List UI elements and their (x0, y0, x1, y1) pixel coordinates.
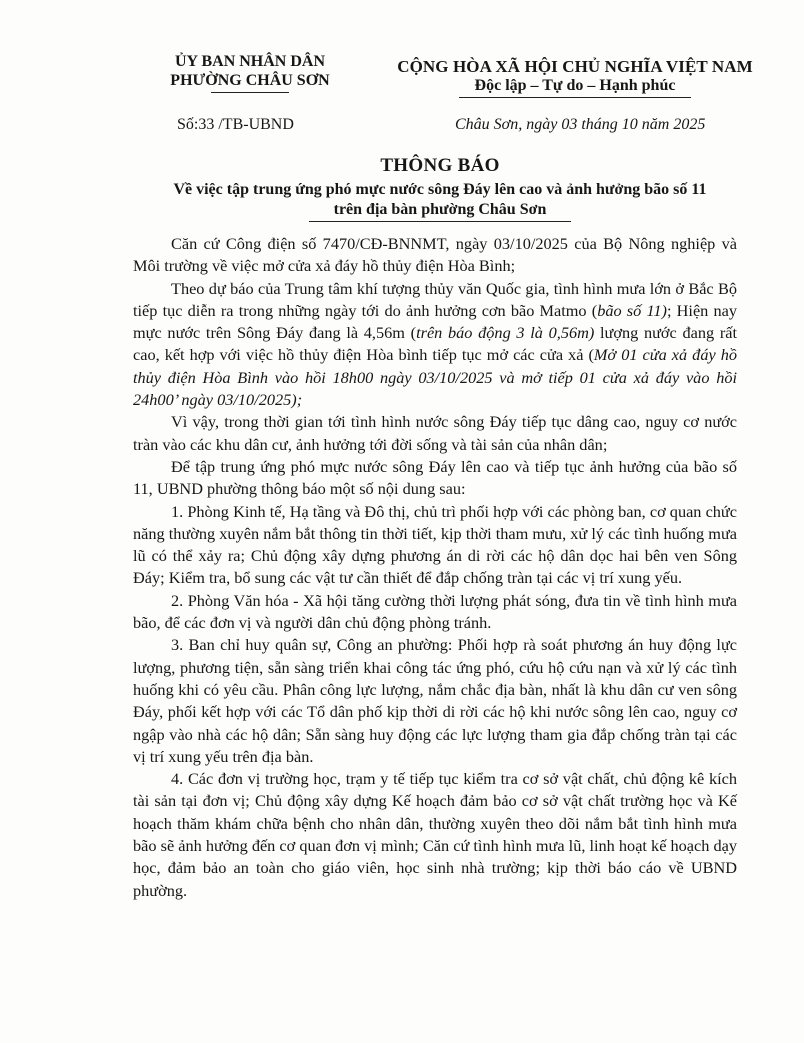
document-number: Số:33 /TB-UBND (177, 116, 294, 133)
paragraph-item-4: 4. Các đơn vị trường học, trạm y tế tiếp tục kiểm tra cơ sở vật chất, chủ động kê kích tài sản tại đơn vị; Chủ động xây dựng Kế hoạch đảm bảo cơ sở vật chất trường học và Kế hoạch thăm khám chữa bệnh cho nhân dân, thường xuyên theo dõi nắm bắt tình hình mưa bão sẽ ảnh hưởng đến cơ quan đơn vị mình; Căn cứ tình hình mưa lũ, linh hoạt kế hoạch dạy học, đảm bảo an toàn cho giáo viên, học sinh nhà trường; kịp thời báo cáo về UBND phường. (133, 769, 737, 900)
agency-underline (211, 92, 289, 93)
nation-line-1: CỘNG HÒA XÃ HỘI CHỦ NGHĨA VIỆT NAM (397, 57, 753, 76)
paragraph-item-2: 2. Phòng Văn hóa - Xã hội tăng cường thời lượng phát sóng, đưa tin về tình hình mưa bão, để các đơn vị và người dân chủ động phòng tránh. (133, 590, 737, 633)
title-underline (309, 221, 571, 222)
document-body (133, 233, 737, 902)
paragraph-item-1: 1. Phòng Kinh tế, Hạ tầng và Đô thị, chủ trì phối hợp với các phòng ban, cơ quan chức năng thường xuyên nắm bắt thông tin thời tiết, kịp thời tham mưu, xử lý các tình huống mưa lũ có thể xảy ra; Chủ động xây dựng phương án di rời các hộ dân dọc hai bên ven Sông Đáy; Kiểm tra, bổ sung các vật tư cần thiết để đắp chống tràn tại các vị trí xung yếu. (133, 501, 737, 588)
forecast-text-2: ; Hiện nay mực nước trên Sông Đáy đang là 4,56m ( (133, 300, 737, 343)
agency-line-1: ỦY BAN NHÂN DÂN (174, 53, 326, 70)
nation-line-2: Độc lập – Tự do – Hạnh phúc (474, 77, 676, 94)
title-line-2: Về việc tập trung ứng phó mực nước sông Đáy lên cao và ảnh hưởng bão số 11 (173, 181, 707, 198)
issuing-agency (150, 52, 350, 93)
title-line-3: trên địa bàn phường Châu Sơn (333, 201, 547, 218)
forecast-italic-3: Mở 01 cửa xả đáy hồ thủy điện Hòa Bình vào hồi 18h00 ngày 03/10/2025 và mở tiếp 01 cửa xả đáy vào hồi 24h00’ ngày 03/10/2025); (133, 345, 737, 410)
paragraph-intro: Để tập trung ứng phó mực nước sông Đáy lên cao và tiếp tục ảnh hưởng của bão số 11, UBND phường thông báo một số nội dung sau: (133, 456, 737, 499)
forecast-italic-1: bão số 11) (597, 300, 667, 320)
forecast-text-1: Theo dự báo của Trung tâm khí tượng thủy văn Quốc gia, tình hình mưa lớn ở Bắc Bộ tiếp tục diễn ra trong những ngày tới do ảnh hưởng cơn bão Matmo ( (133, 278, 737, 320)
paragraph-item-3: 3. Ban chỉ huy quân sự, Công an phường: Phối hợp rà soát phương án huy động lực lượng, phương tiện, sẵn sàng triển khai công tác ứng phó, cứu hộ cứu nạn và xử lý các tình huống khi có yêu cầu. Phân công lực lượng, nắm chắc địa bàn, nhất là khu dân cư ven sông Đáy, phối kết hợp với các Tổ dân phố kịp thời di rời các hộ khi nước sông lên cao, nguy cơ ngập vào nhà các hộ dân; Sẵn sàng huy động các lực lượng tham gia đắp chống tràn tại các vị trí xung yếu trên địa bàn. (133, 635, 737, 766)
title-line-1: THÔNG BÁO (380, 155, 500, 176)
national-motto (375, 57, 775, 98)
document-title (100, 155, 780, 222)
paragraph-risk: Vì vậy, trong thời gian tới tình hình nước sông Đáy tiếp tục dâng cao, nguy cơ nước tràn vào các khu dân cư, ảnh hưởng tới đời sống và tài sản của nhân dân; (133, 412, 737, 454)
document-date: Châu Sơn, ngày 03 tháng 10 năm 2025 (455, 116, 706, 133)
paragraph-forecast (133, 278, 737, 412)
agency-line-2: PHƯỜNG CHÂU SƠN (170, 72, 330, 89)
forecast-italic-2: trên báo động 3 là 0,56m) (416, 323, 595, 343)
forecast-text-3: lượng nước đang rất cao, kết hợp với việc hồ thủy điện Hòa bình tiếp tục mở các cửa xả ( (133, 323, 738, 365)
motto-underline (459, 97, 691, 98)
paragraph-legal-basis: Căn cứ Công điện số 7470/CĐ-BNNMT, ngày 03/10/2025 của Bộ Nông nghiệp và Môi trường về việc mở cửa xả đáy hồ thủy điện Hòa Bình; (133, 234, 737, 276)
